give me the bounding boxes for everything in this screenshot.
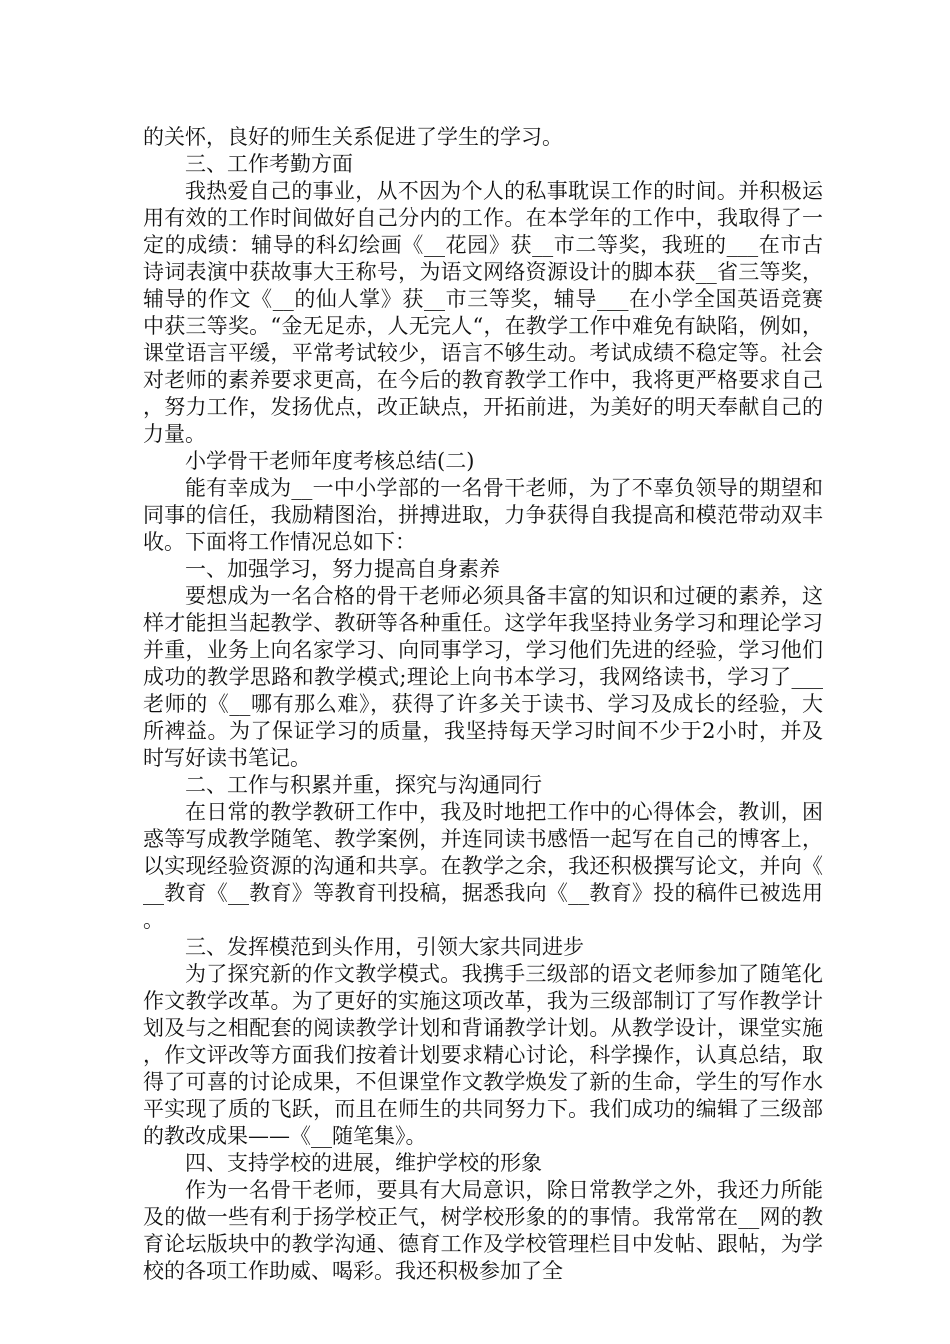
document-page	[143, 124, 823, 1285]
section-heading-school-support: 四、支持学校的进展，维护学校的形象	[185, 1151, 542, 1175]
paragraph-continuation: 的关怀，良好的师生关系促进了学生的学习。	[143, 125, 563, 149]
section-heading-study: 一、加强学习，努力提高自身素养	[185, 557, 500, 581]
document-subtitle: 小学骨干老师年度考核总结(二)	[185, 449, 475, 473]
paragraph-accumulation: 在日常的教学教研工作中，我及时地把工作中的心得体会，教训，困惑等写成教学随笔、教学案例，并连同读书感悟一起写在自己的博客上，以实现经验资源的沟通和共享。在教学之余，我还积极撰写论文，并向《__教育《__教育》等教育刊投稿，据悉我向《__教育》投的稿件已被选用。	[143, 800, 823, 932]
section-heading-accumulation: 二、工作与积累并重，探究与沟通同行	[185, 773, 542, 797]
paragraph-intro: 能有幸成为__一中小学部的一名骨干老师，为了不辜负领导的期望和同事的信任，我励精图治，拼搏进取，力争获得自我提高和模范带动双丰收。下面将工作情况总如下：	[143, 476, 823, 554]
section-heading-attendance: 三、工作考勤方面	[185, 152, 353, 176]
paragraph-school-support: 作为一名骨干老师，要具有大局意识，除日常教学之外，我还力所能及的做一些有利于扬学校正气，树学校形象的的事情。我常常在__网的教育论坛版块中的教学沟通、德育工作及学校管理栏目中发帖、跟帖，为学校的各项工作助威、喝彩。我还积极参加了全	[143, 1178, 823, 1283]
paragraph-study: 要想成为一名合格的骨干老师必须具备丰富的知识和过硬的素养，这样才能担当起教学、教研等各种重任。这学年我坚持业务学习和理论学习并重，业务上向名家学习、向同事学习，学习他们先进的经验，学习他们成功的教学思路和教学模式;理论上向书本学习，我网络读书，学习了___老师的《__哪有那么难》，获得了许多关于读书、学习及成长的经验，大所裨益。为了保证学习的质量，我坚持每天学习时间不少于2小时，并及时写好读书笔记。	[143, 584, 823, 770]
paragraph-attendance: 我热爱自己的事业，从不因为个人的私事耽误工作的时间。并积极运用有效的工作时间做好自己分内的工作。在本学年的工作中，我取得了一定的成绩：辅导的科幻绘画《__花园》获__市二等奖，我班的___在市古诗词表演中获故事大王称号，为语文网络资源设计的脚本获__省三等奖，辅导的作文《__的仙人掌》获__市三等奖，辅导___在小学全国英语竞赛中获三等奖。“金无足赤，人无完人“，在教学工作中难免有缺陷，例如，课堂语言平缓，平常考试较少，语言不够生动。考试成绩不稳定等。社会对老师的素养要求更高，在今后的教育教学工作中，我将更严格要求自己，努力工作，发扬优点，改正缺点，开拓前进，为美好的明天奉献自己的力量。	[143, 179, 823, 446]
paragraph-leadership: 为了探究新的作文教学模式。我携手三级部的语文老师参加了随笔化作文教学改革。为了更好的实施这项改革，我为三级部制订了写作教学计划及与之相配套的阅读教学计划和背诵教学计划。从教学设计，课堂实施，作文评改等方面我们按着计划要求精心讨论，科学操作，认真总结，取得了可喜的讨论成果，不但课堂作文教学焕发了新的生命，学生的写作水平实现了质的飞跃，而且在师生的共同努力下。我们成功的编辑了三级部的教改成果——《__随笔集》。	[143, 962, 823, 1148]
section-heading-leadership: 三、发挥模范到头作用，引领大家共同进步	[185, 935, 584, 959]
